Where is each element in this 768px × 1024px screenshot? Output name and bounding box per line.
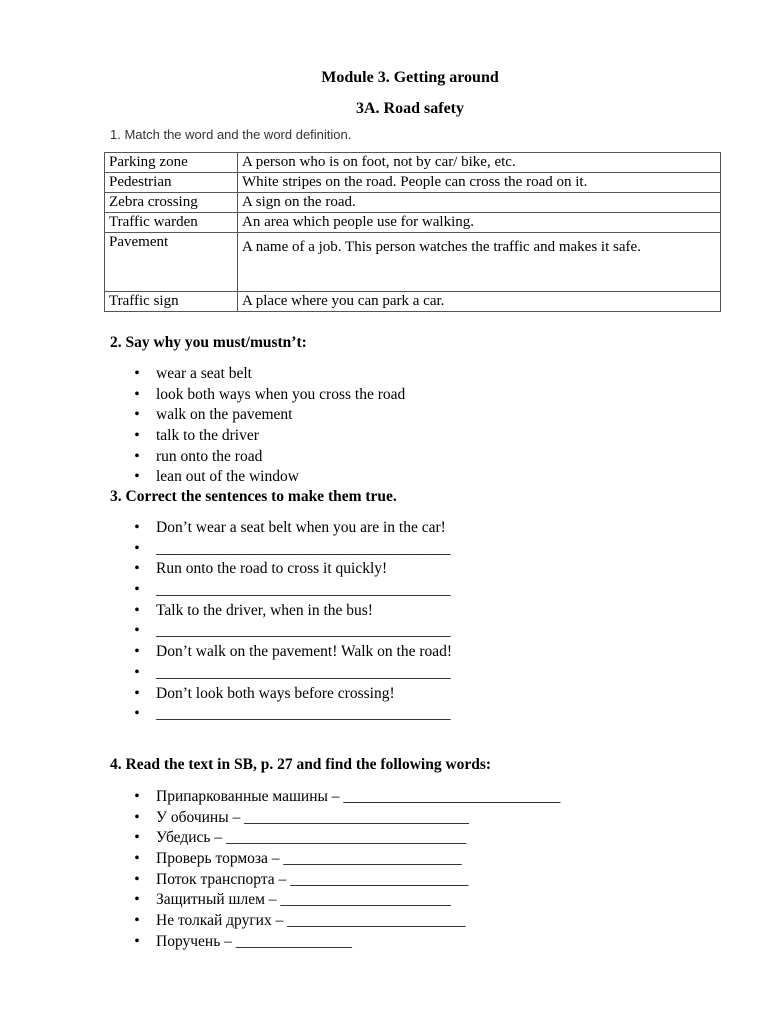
bullet-icon: • xyxy=(134,447,140,465)
answer-line: ______________________________________ xyxy=(156,663,451,681)
exercise4-list xyxy=(130,787,560,953)
bullet-icon: • xyxy=(134,406,140,424)
bullet-icon: • xyxy=(134,808,140,826)
list-item xyxy=(130,932,560,953)
list-item xyxy=(130,385,405,406)
exercise2-heading: 2. Say why you must/mustn’t: xyxy=(110,334,307,351)
word-cell: Pedestrian xyxy=(105,173,238,193)
list-item-text: Don’t walk on the pavement! Walk on the road! xyxy=(156,643,453,661)
list-item xyxy=(130,364,405,385)
table-row xyxy=(105,292,721,312)
bullet-icon: • xyxy=(134,663,140,681)
list-item xyxy=(130,870,560,891)
bullet-icon: • xyxy=(134,622,140,640)
exercise3-heading: 3. Correct the sentences to make them true. xyxy=(110,488,397,505)
exercise3-list xyxy=(130,518,452,725)
answer-line: ______________________________________ xyxy=(156,581,451,599)
list-item-text: look both ways when you cross the road xyxy=(156,385,406,403)
module-title: Module 3. Getting around xyxy=(321,69,499,86)
bullet-icon: • xyxy=(134,560,140,578)
bullet-icon: • xyxy=(134,932,140,950)
exercise1-instruction: 1. Match the word and the word definition. xyxy=(110,127,352,142)
list-item-text: Поручень – _______________ xyxy=(156,932,353,950)
list-item-text: Не толкай других – _______________________ xyxy=(156,912,466,930)
list-item-text: Защитный шлем – ______________________ xyxy=(156,891,451,909)
bullet-icon: • xyxy=(134,684,140,702)
table-row xyxy=(105,193,721,213)
bullet-icon: • xyxy=(134,519,140,536)
list-item-text: talk to the driver xyxy=(156,427,259,445)
list-item xyxy=(130,684,452,705)
list-item xyxy=(130,663,452,684)
bullet-icon: • xyxy=(134,643,140,661)
bullet-icon: • xyxy=(134,829,140,847)
list-item xyxy=(130,911,560,932)
bullet-icon: • xyxy=(134,850,140,868)
list-item xyxy=(130,405,405,426)
list-item-text: wear a seat belt xyxy=(156,365,252,382)
list-item-text: Run onto the road to cross it quickly! xyxy=(156,560,388,578)
word-cell: Traffic warden xyxy=(105,213,238,233)
section-title: 3A. Road safety xyxy=(356,100,464,117)
bullet-icon: • xyxy=(134,891,140,909)
list-item xyxy=(130,704,452,725)
bullet-icon: • xyxy=(134,788,140,805)
list-item-text: Проверь тормоза – _______________________ xyxy=(156,850,462,868)
exercise4-heading: 4. Read the text in SB, p. 27 and find the following words: xyxy=(110,756,492,773)
definition-cell: White stripes on the road. People can cross the road on it. xyxy=(238,173,721,193)
table-row xyxy=(105,233,721,292)
definition-cell: A sign on the road. xyxy=(238,193,721,213)
list-item xyxy=(130,559,452,580)
list-item xyxy=(130,849,560,870)
definition-cell: An area which people use for walking. xyxy=(238,213,721,233)
list-item xyxy=(130,539,452,560)
list-item-text: Talk to the driver, when in the bus! xyxy=(156,601,373,619)
list-item xyxy=(130,601,452,622)
answer-line: ______________________________________ xyxy=(156,622,451,640)
list-item xyxy=(130,467,405,488)
list-item-text: У обочины – _____________________________ xyxy=(156,808,469,826)
table-row xyxy=(105,153,721,173)
bullet-icon: • xyxy=(134,365,140,382)
list-item-text: Don’t wear a seat belt when you are in the car! xyxy=(156,519,446,536)
list-item xyxy=(130,621,452,642)
bullet-icon: • xyxy=(134,385,140,403)
list-item xyxy=(130,808,560,829)
bullet-icon: • xyxy=(134,870,140,888)
bullet-icon: • xyxy=(134,539,140,557)
word-cell: Traffic sign xyxy=(105,292,238,312)
bullet-icon: • xyxy=(134,468,140,486)
list-item-text: Don’t look both ways before crossing! xyxy=(156,684,395,702)
list-item-text: lean out of the window xyxy=(156,468,299,486)
definition-cell: A place where you can park a car. xyxy=(238,292,721,312)
table-row xyxy=(105,173,721,193)
bullet-icon: • xyxy=(134,427,140,445)
bullet-icon: • xyxy=(134,601,140,619)
table-row xyxy=(105,213,721,233)
answer-line: ______________________________________ xyxy=(156,705,451,723)
list-item xyxy=(130,426,405,447)
answer-line: ______________________________________ xyxy=(156,539,451,557)
list-item-text: Убедись – _______________________________ xyxy=(156,829,467,847)
exercise2-list xyxy=(130,364,405,488)
list-item-text: Поток транспорта – _______________________ xyxy=(156,870,469,888)
word-cell: Parking zone xyxy=(105,153,238,173)
list-item xyxy=(130,828,560,849)
list-item-text: run onto the road xyxy=(156,447,263,465)
bullet-icon: • xyxy=(134,705,140,723)
list-item xyxy=(130,518,452,539)
list-item xyxy=(130,787,560,808)
matching-table xyxy=(104,152,721,312)
bullet-icon: • xyxy=(134,581,140,599)
word-cell: Zebra crossing xyxy=(105,193,238,213)
list-item xyxy=(130,642,452,663)
word-cell: Pavement xyxy=(105,233,238,292)
list-item-text: Припаркованные машины – ____________________________ xyxy=(156,788,561,805)
list-item xyxy=(130,890,560,911)
list-item xyxy=(130,447,405,468)
list-item-text: walk on the pavement xyxy=(156,406,293,424)
bullet-icon: • xyxy=(134,912,140,930)
list-item xyxy=(130,580,452,601)
definition-cell: A person who is on foot, not by car/ bike, etc. xyxy=(238,153,721,173)
definition-cell: A name of a job. This person watches the traffic and makes it safe. xyxy=(238,233,721,292)
